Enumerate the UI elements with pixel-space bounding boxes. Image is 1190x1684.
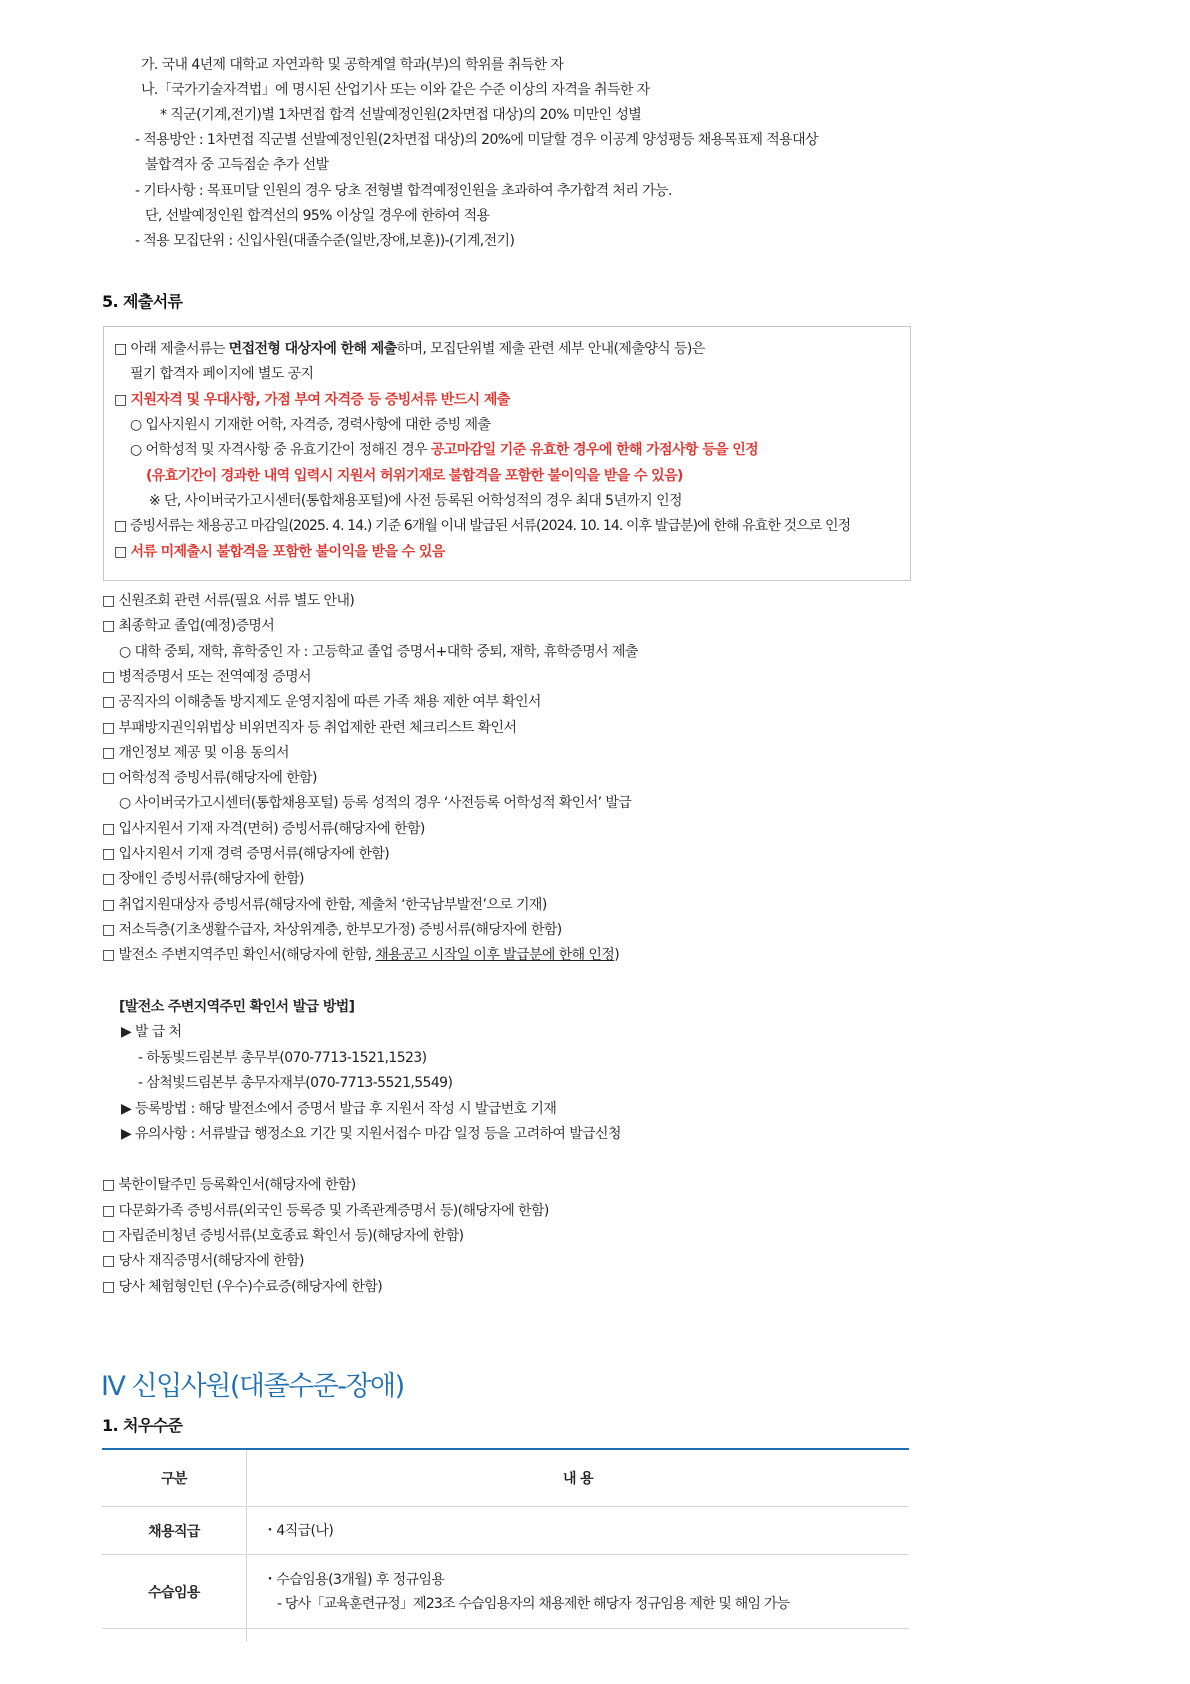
row-header: 수습임용 [102, 1555, 247, 1629]
list-item: □ 부패방지권익위법상 비위면직자 등 취업제한 관련 체크리스트 확인서 [102, 720, 517, 736]
list-item: □ 다문화가족 증빙서류(외국인 등록증 및 가족관계증명서 등)(해당자에 한함) [102, 1203, 549, 1219]
section-subheading: 1. 처우수준 [102, 1416, 183, 1435]
notice-text: 하며, 모집단위별 제출 관련 세부 안내(제출양식 등)은 [396, 341, 705, 357]
text-line: - 적용방안 : 1차면접 직군별 선발예정인원(2차면접 대상)의 20%에 미달할 경우 이공계 양성평등 채용목표제 적용대상 [135, 132, 818, 148]
text-line: 나.「국가기술자격법」에 명시된 산업기사 또는 이와 같은 수준 이상의 자격을 취득한 자 [141, 82, 650, 98]
list-item: □ 개인정보 제공 및 이용 동의서 [102, 745, 289, 761]
notice-line: □ 증빙서류는 채용공고 마감일(2025. 4. 14.) 기준 6개월 이내 발급된 서류(2024. 10. 14. 이후 발급분)에 한해 유효한 것으로 인정 [114, 518, 851, 534]
issue-line: ▶ 유의사항 : 서류발급 행정소요 기간 및 지원서접수 마감 일정 등을 고려하여 발급신청 [121, 1126, 621, 1142]
list-item: ○ 사이버국가고시센터(통합채용포털) 등록 성적의 경우 ‘사전등록 어학성적 확인서’ 발급 [119, 795, 632, 811]
issue-line: ▶ 발 급 처 [121, 1024, 182, 1040]
text-line: - 적용 모집단위 : 신입사원(대졸수준(일반,장애,보훈))-(기계,전기) [135, 233, 515, 249]
list-item: □ 당사 재직증명서(해당자에 한함) [102, 1253, 304, 1269]
list-item: □ 저소득층(기초생활수급자, 차상위계층, 한부모가정) 증빙서류(해당자에 한함) [102, 922, 562, 938]
notice-text: □ 아래 제출서류는 [114, 341, 229, 357]
text-line: * 직군(기계,전기)별 1차면접 합격 선발예정인원(2차면접 대상)의 20% 미만인 성별 [160, 107, 642, 123]
list-item: □ 장애인 증빙서류(해당자에 한함) [102, 871, 304, 887]
issue-line: ▶ 등록방법 : 해당 발전소에서 증명서 발급 후 지원서 작성 시 발급번호 기재 [121, 1101, 557, 1117]
notice-warning: 서류 미제출시 불합격을 포함한 불이익을 받을 수 있음 [130, 544, 445, 560]
checkbox-glyph: □ [114, 544, 131, 560]
content-line: - 당사「교육훈련규정」제23조 수습임용자의 채용제한 해당자 정규임용 제한 및 해임 가능 [277, 1595, 790, 1612]
issue-title: [발전소 주변지역주민 확인서 발급 방법] [119, 999, 355, 1015]
underlined-note: 채용공고 시작일 이후 발급분에 한해 인정 [375, 947, 615, 963]
list-text: ) [614, 947, 620, 963]
list-item: □ 자립준비청년 증빙서류(보호종료 확인서 등)(해당자에 한함) [102, 1228, 464, 1244]
notice-line: ※ 단, 사이버국가고시센터(통합채용포털)에 사전 등록된 어학성적의 경우 최대 5년까지 인정 [149, 493, 682, 509]
list-item [102, 945, 619, 965]
row-content [247, 1555, 910, 1629]
notice-line: 필기 합격자 페이지에 별도 공지 [130, 366, 314, 382]
list-text: □ 발전소 주변지역주민 확인서(해당자에 한함, [102, 947, 376, 963]
list-item: □ 취업지원대상자 증빙서류(해당자에 한함, 제출처 ‘한국남부발전’으로 기재) [102, 897, 547, 913]
row-header: 채용직급 [102, 1507, 247, 1555]
list-item: ○ 대학 중퇴, 재학, 휴학중인 자 : 고등학교 졸업 증명서+대학 중퇴, 재학, 휴학증명서 제출 [119, 644, 638, 660]
notice-emphasis: 면접전형 대상자에 한해 제출 [228, 341, 397, 357]
table-header-row [102, 1449, 909, 1507]
notice-warning: 공고마감일 기준 유효한 경우에 한해 가점사항 등을 인정 [430, 442, 759, 458]
column-header: 내 용 [247, 1449, 910, 1507]
notice-line [114, 542, 445, 562]
notice-line [114, 390, 510, 410]
list-item: □ 입사지원서 기재 경력 증명서류(해당자에 한함) [102, 846, 390, 862]
list-item: □ 최종학교 졸업(예정)증명서 [102, 618, 275, 634]
notice-line [130, 440, 758, 460]
list-item: □ 어학성적 증빙서류(해당자에 한함) [102, 770, 317, 786]
list-item: □ 공직자의 이해충돌 방지제도 운영지침에 따른 가족 채용 제한 여부 확인서 [102, 694, 541, 710]
text-line: 불합격자 중 고득점순 추가 선발 [145, 157, 329, 173]
content-line: ・수습임용(3개월) 후 정규임용 [263, 1571, 445, 1588]
table-row [102, 1555, 909, 1629]
notice-text: ○ 어학성적 및 자격사항 중 유효기간이 정해진 경우 [130, 442, 431, 458]
notice-warning: 지원자격 및 우대사항, 가점 부여 자격증 등 증빙서류 반드시 제출 [130, 392, 510, 408]
list-item: □ 당사 체험형인턴 (우수)수료증(해당자에 한함) [102, 1279, 383, 1295]
notice-warning: (유효기간이 경과한 내역 입력시 지원서 허위기재로 불합격을 포함한 불이익을 받을 수 있음) [146, 468, 683, 484]
text-line: 가. 국내 4년제 대학교 자연과학 및 공학계열 학과(부)의 학위를 취득한 자 [141, 57, 564, 73]
column-header: 구분 [102, 1449, 247, 1507]
table-row [102, 1507, 909, 1555]
list-item: □ 입사지원서 기재 자격(면허) 증빙서류(해당자에 한함) [102, 821, 425, 837]
text-line: - 기타사항 : 목표미달 인원의 경우 당초 전형별 합격예정인원을 초과하여 추가합격 처리 가능. [135, 183, 672, 199]
list-item: □ 병적증명서 또는 전역예정 증명서 [102, 669, 311, 685]
text-line: 단, 선발예정인원 합격선의 95% 이상일 경우에 한하여 적용 [145, 208, 490, 224]
section-title: Ⅳ 신입사원(대졸수준-장애) [101, 1371, 404, 1402]
section-heading: 5. 제출서류 [102, 292, 183, 311]
page-bottom-margin [0, 1642, 1190, 1684]
row-content [247, 1507, 910, 1555]
content-line: ・4직급(나) [263, 1522, 334, 1539]
notice-line [114, 339, 705, 359]
notice-line: ○ 입사지원시 기재한 어학, 자격증, 경력사항에 대한 증빙 제출 [130, 417, 491, 433]
list-item: □ 신원조회 관련 서류(필요 서류 별도 안내) [102, 593, 355, 609]
issue-line: - 삼척빛드림본부 총무자재부(070-7713-5521,5549) [138, 1075, 453, 1091]
issue-line: - 하동빛드림본부 총무부(070-7713-1521,1523) [138, 1050, 427, 1066]
list-item: □ 북한이탈주민 등록확인서(해당자에 한함) [102, 1177, 356, 1193]
checkbox-glyph: □ [114, 392, 131, 408]
